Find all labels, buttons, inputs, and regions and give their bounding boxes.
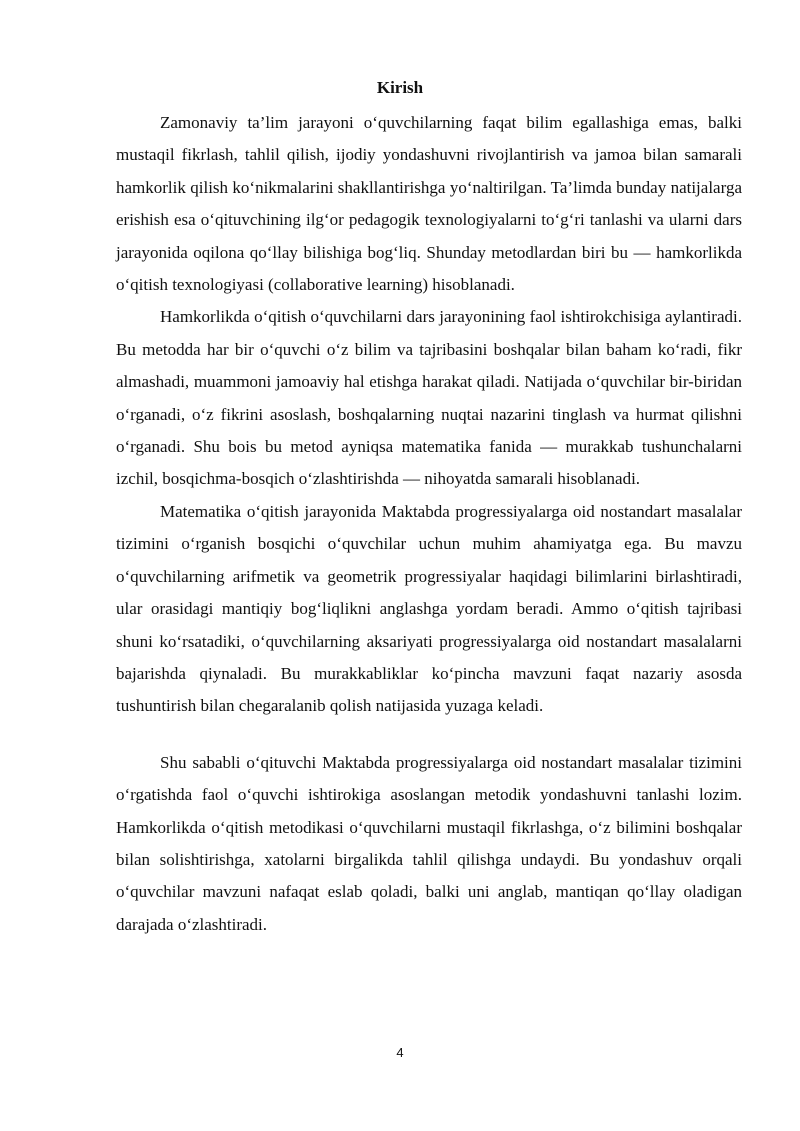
page-number: 4 xyxy=(396,1045,404,1060)
paragraph-3: Matematika o‘qitish jarayonida Maktabda progressiyalarga oid nostandart masalalar tizimini o‘rganish bosqichi o‘quvchilar uchun muhim ahamiyatga ega. Bu mavzu o‘quvchilarning arifmetik va geometrik progressiyalar haqidagi bilimlarini birlashtiradi, ular orasidagi mantiqiy bog‘liqlikni anglashga yordam beradi. Ammo o‘qitish tajribasi shuni ko‘rsatadiki, o‘quvchilarning aksariyati progressiyalarga oid nostandart masalalarni bajarishda qiynaladi. Bu murakkabliklar ko‘pincha mavzuni faqat nazariy asosda tushuntirish bilan chegaralanib qolish natijasida yuzaga keladi. xyxy=(116,501,742,716)
document-body xyxy=(116,107,742,941)
paragraph-2: Hamkorlikda o‘qitish o‘quvchilarni dars jarayonining faol ishtirokchisiga aylantiradi. Bu metodda har bir o‘quvchi o‘z bilim va tajribasini boshqalar bilan baham ko‘radi, fikr almashadi, muammoni jamoaviy hal etishga harakat qiladi. Natijada o‘quvchilar bir-biridan o‘rganadi, o‘z fikrini asoslash, boshqalarning nuqtai nazarini tinglash va hurmat qilishni o‘rganadi. Shu bois bu metod ayniqsa matematika fanida — murakkab tushunchalarni izchil, bosqichma-bosqich o‘zlashtirishda — nihoyatda samarali hisoblanadi. xyxy=(116,307,742,489)
page-title: Kirish xyxy=(376,78,424,97)
paragraph-gap xyxy=(116,723,742,747)
paragraph-1: Zamonaviy ta’lim jarayoni o‘quvchilarning faqat bilim egallashiga emas, balki mustaqil fikrlash, tahlil qilish, ijodiy yondashuvni rivojlantirish va jamoa bilan samarali hamkorlik qilish ko‘nikmalarini shakllantirishga yo‘naltirilgan. Ta’limda bunday natijalarga erishish esa o‘qituvchining ilg‘or pedagogik texnologiyalarni to‘g‘ri tanlashi va ularni dars jarayonida oqilona qo‘llay bilishiga bog‘liq. Shunday metodlardan biri bu — hamkorlikda o‘qitish texnologiyasi (collaborative learning) hisoblanadi. xyxy=(116,113,742,295)
paragraph-4: Shu sababli o‘qituvchi Maktabda progressiyalarga oid nostandart masalalar tizimini o‘rgatishda faol o‘quvchi ishtirokiga asoslangan metodik yondashuvni tanlashi lozim. Hamkorlikda o‘qitish metodikasi o‘quvchilarni mustaqil fikrlashga, o‘z bilimini boshqalar bilan solishtirishga, xatolarni birgalikda tahlil qilishga undaydi. Bu yondashuv orqali o‘quvchilar mavzuni nafaqat eslab qoladi, balki uni anglab, mantiqan qo‘llay oladigan darajada o‘zlashtiradi. xyxy=(116,752,742,934)
